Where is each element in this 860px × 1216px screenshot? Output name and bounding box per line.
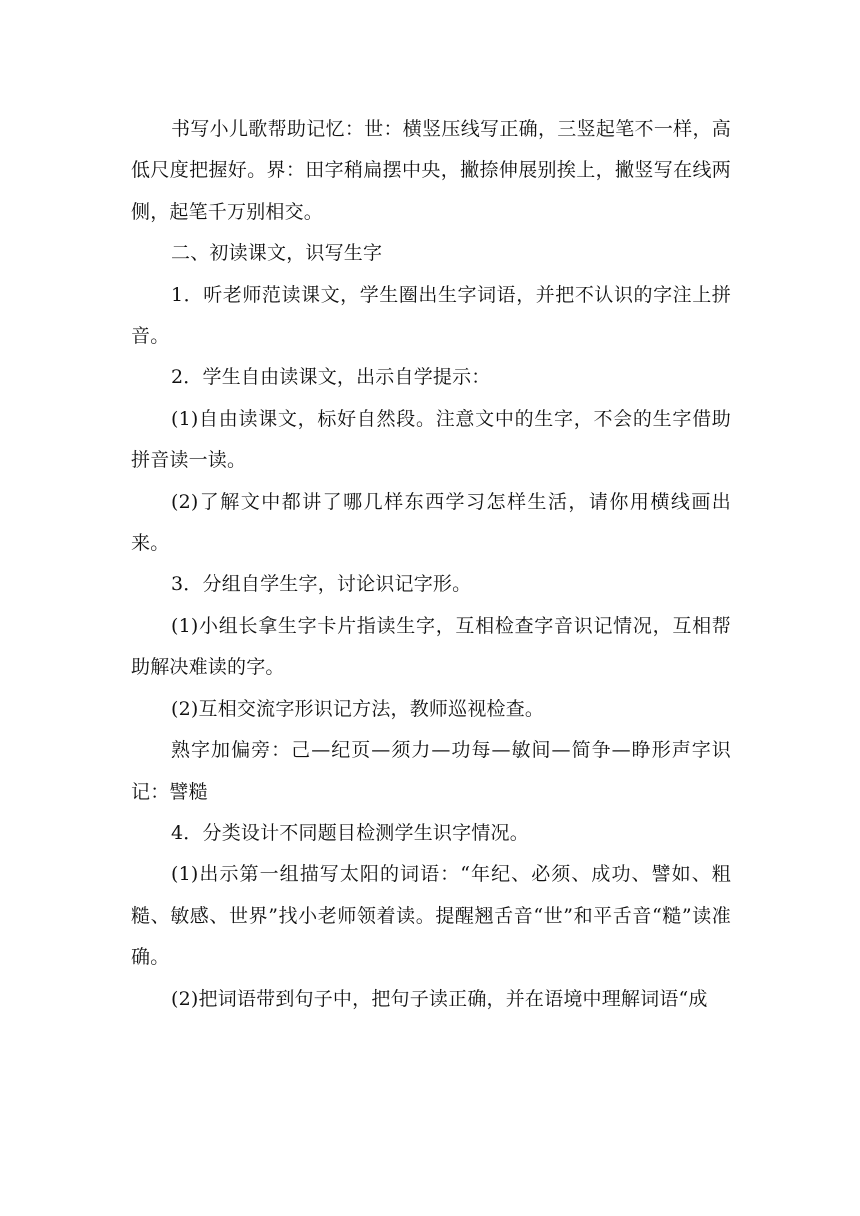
paragraph-step-3: 3．分组自学生字，讨论识记字形。 (171, 573, 472, 596)
paragraph-step-3-item-1: (1)小组长拿生字卡片指读生字，互相检查字音识记情况，互相帮助解决难读的字。 (131, 614, 731, 679)
paragraph-step-4-item-1: (1)出示第一组描写太阳的词语：“年纪、必须、成功、譬如、粗糙、敏感、世界”找小老师领着读。提醒翘舌音“世”和平舌音“糙”读准确。 (131, 863, 731, 969)
document-body (131, 109, 731, 1020)
paragraph-step-1: 1．听老师范读课文，学生圈出生字词语，并把不认识的字注上拼音。 (131, 283, 731, 348)
paragraph-step-3-item-2: (2)互相交流字形识记方法，教师巡视检查。 (171, 697, 545, 720)
paragraph-radical-words: 熟字加偏旁：己—纪页—须力—功每—敏间—简争—睁形声字识记：譬糙 (131, 739, 731, 803)
section-heading-first-reading: 二、初读课文，识写生字 (171, 242, 383, 265)
paragraph-step-2-item-1: (1)自由读课文，标好自然段。注意文中的生字，不会的生字借助拼音读一读。 (131, 407, 731, 472)
paragraph-step-2: 2．学生自由读课文，出示自学提示： (171, 366, 491, 389)
paragraph-step-2-item-2: (2)了解文中都讲了哪几样东西学习怎样生活，请你用横线画出来。 (131, 490, 731, 555)
paragraph-step-4: 4．分类设计不同题目检测学生识字情况。 (171, 821, 529, 844)
paragraph-step-4-item-2: (2)把词语带到句子中，把句子读正确，并在语境中理解词语“成 (171, 987, 708, 1010)
paragraph-mnemonic-song: 书写小儿歌帮助记忆：世：横竖压线写正确，三竖起笔不一样，高低尺度把握好。界：田字稍扁摆中央，撇捺伸展别挨上，撇竖写在线两侧，起笔千万别相交。 (131, 118, 731, 223)
